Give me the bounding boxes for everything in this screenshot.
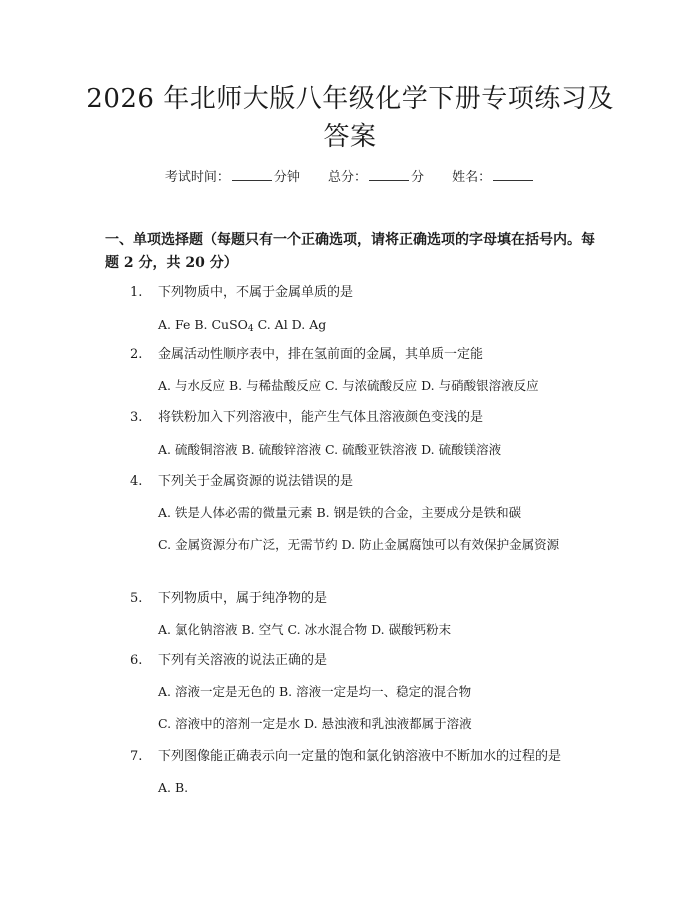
question-1-options bbox=[158, 315, 326, 339]
time-field bbox=[165, 168, 300, 188]
name-field bbox=[452, 168, 535, 188]
score-label: 总分： bbox=[327, 170, 367, 185]
options-part-2: C. Al D. Ag bbox=[253, 317, 327, 332]
title-line-2: 答案 bbox=[323, 122, 377, 152]
time-blank bbox=[232, 168, 272, 181]
question-6 bbox=[130, 651, 327, 671]
question-stem: 下列物质中，属于纯净物的是 bbox=[158, 591, 328, 606]
question-1 bbox=[130, 283, 353, 303]
options-part-1: A. Fe B. CuSO bbox=[158, 317, 248, 332]
question-5 bbox=[130, 589, 327, 609]
question-stem: 下列物质中，不属于金属单质的是 bbox=[158, 285, 354, 300]
question-number: 3. bbox=[130, 410, 143, 425]
time-unit: 分钟 bbox=[273, 170, 300, 185]
question-6-options-line-1: A. 溶液一定是无色的 B. 溶液一定是均一、稳定的混合物 bbox=[158, 684, 472, 699]
question-number: 4. bbox=[130, 474, 143, 489]
question-6-options-line-2: C. 溶液中的溶剂一定是水 D. 悬浊液和乳浊液都属于溶液 bbox=[158, 716, 472, 731]
time-label: 考试时间： bbox=[164, 170, 230, 185]
exam-meta bbox=[0, 168, 700, 188]
page-title bbox=[60, 80, 640, 156]
question-4 bbox=[130, 472, 353, 492]
question-number: 2. bbox=[130, 347, 143, 362]
question-7-options: A. B. bbox=[158, 780, 189, 795]
name-label: 姓名： bbox=[452, 170, 492, 185]
question-7 bbox=[130, 747, 561, 767]
question-stem: 下列图像能正确表示向一定量的饱和氯化钠溶液中不断加水的过程的是 bbox=[158, 749, 562, 764]
question-2-options: A. 与水反应 B. 与稀盐酸反应 C. 与浓硫酸反应 D. 与硝酸银溶液反应 bbox=[158, 378, 539, 393]
question-stem: 将铁粉加入下列溶液中，能产生气体且溶液颜色变浅的是 bbox=[158, 410, 484, 425]
question-4-options-line-1: A. 铁是人体必需的微量元素 B. 钢是铁的合金，主要成分是铁和碳 bbox=[158, 505, 522, 520]
question-5-options: A. 氯化钠溶液 B. 空气 C. 冰水混合物 D. 碳酸钙粉末 bbox=[158, 622, 452, 637]
question-number: 1. bbox=[130, 285, 143, 300]
question-4-options-line-2: C. 金属资源分布广泛，无需节约 D. 防止金属腐蚀可以有效保护金属资源 bbox=[158, 537, 560, 552]
title-line-1: 2026 年北师大版八年级化学下册专项练习及 bbox=[86, 84, 614, 114]
name-blank bbox=[493, 168, 533, 181]
score-field bbox=[328, 168, 424, 188]
score-blank bbox=[369, 168, 409, 181]
section-heading: 一、单项选择题（每题只有一个正确选项，请将正确选项的字母填在括号内。每题 2 分，共 20 分） bbox=[105, 232, 595, 271]
question-3-options: A. 硫酸铜溶液 B. 硫酸锌溶液 C. 硫酸亚铁溶液 D. 硫酸镁溶液 bbox=[158, 442, 502, 457]
question-3 bbox=[130, 408, 483, 428]
question-number: 6. bbox=[130, 653, 143, 668]
question-stem: 金属活动性顺序表中，排在氢前面的金属，其单质一定能 bbox=[158, 347, 484, 362]
subscript: 4 bbox=[247, 324, 254, 334]
question-number: 7. bbox=[130, 749, 143, 764]
score-unit: 分 bbox=[411, 170, 425, 185]
question-2 bbox=[130, 345, 483, 365]
question-number: 5. bbox=[130, 591, 143, 606]
question-stem: 下列有关溶液的说法正确的是 bbox=[158, 653, 328, 668]
question-stem: 下列关于金属资源的说法错误的是 bbox=[158, 474, 354, 489]
